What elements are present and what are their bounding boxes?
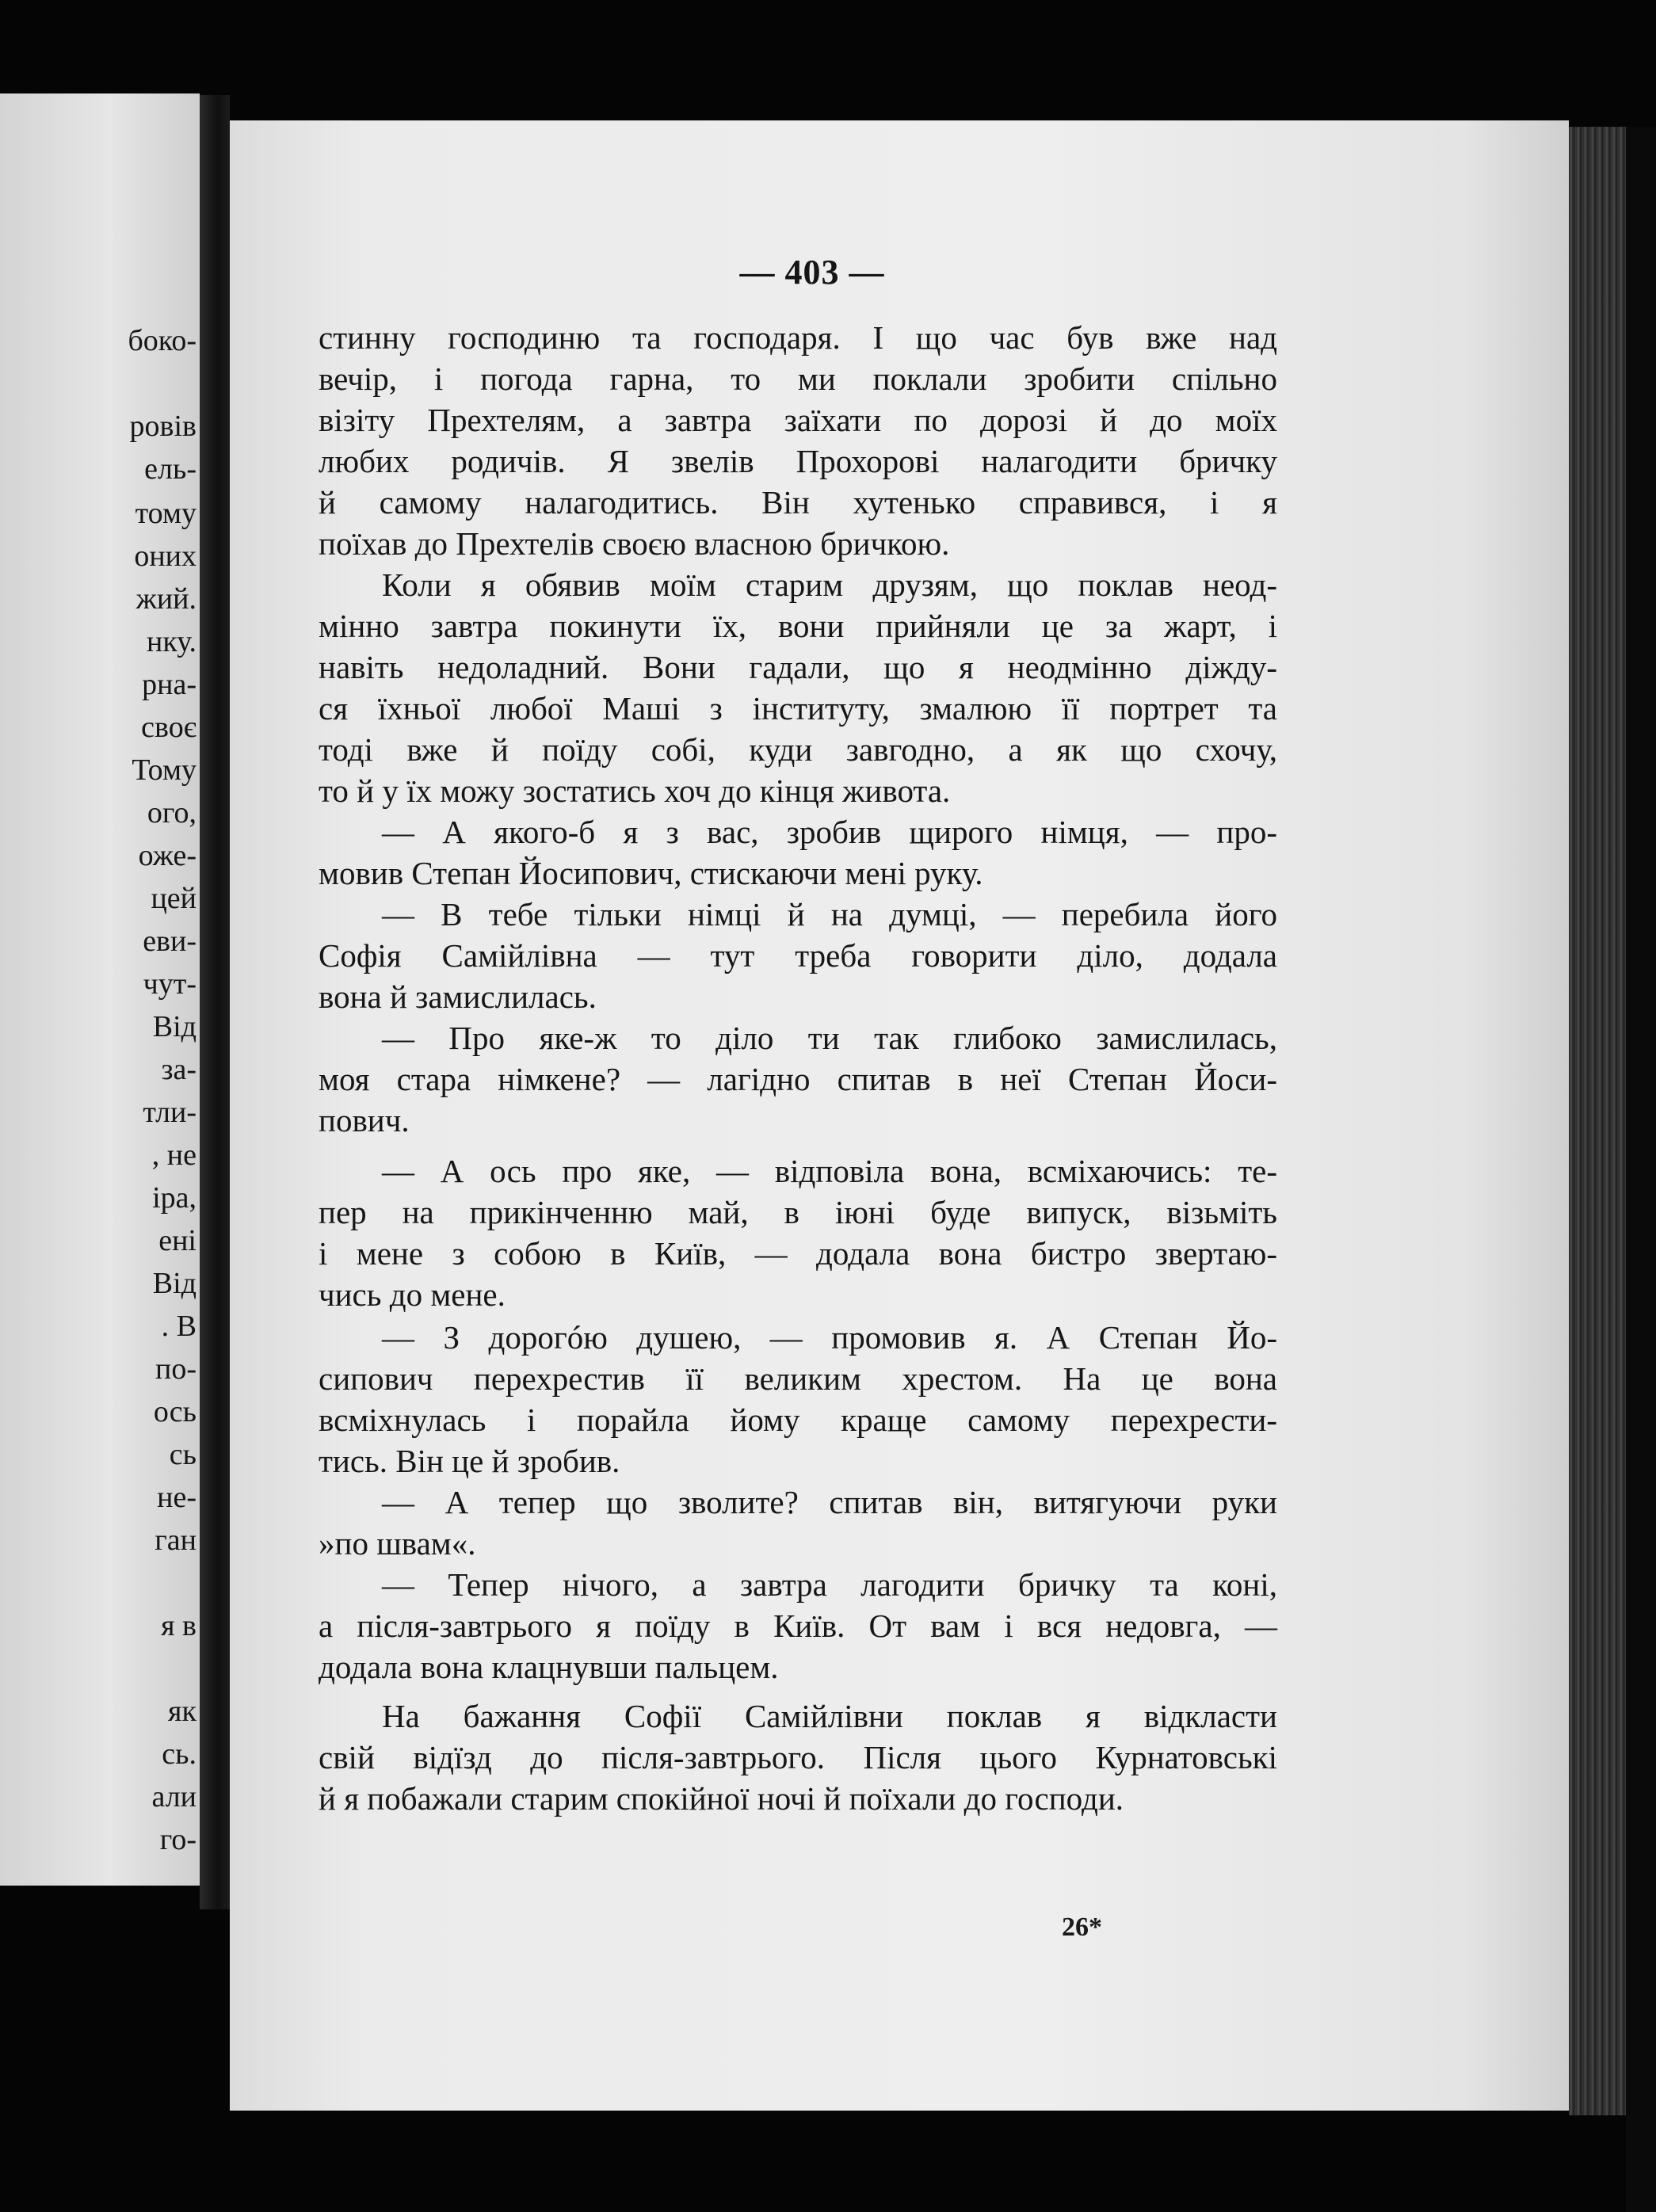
- left-page-line: тли-: [143, 1096, 197, 1129]
- text-line: любих родичів. Я звелів Прохорові налагодити бричку: [319, 443, 1277, 479]
- left-page-line: . В: [161, 1310, 197, 1343]
- left-page-line: ось: [153, 1395, 197, 1428]
- left-page-line: го-: [159, 1823, 197, 1856]
- left-page-line: Від: [152, 1267, 197, 1300]
- left-page-line: ені: [158, 1224, 197, 1257]
- left-page-line: не-: [157, 1481, 197, 1514]
- text-line: — З дорогóю душею, — промовив я. А Степан Йо-: [382, 1319, 1277, 1356]
- left-page-line: ган: [155, 1524, 197, 1557]
- text-line: пер на прикінченню май, в іюні буде випуск, візьміть: [319, 1194, 1277, 1230]
- text-line: й я побажали старим спокійної ночі й поїхали до господи.: [319, 1780, 1124, 1817]
- text-line: чись до мене.: [319, 1276, 506, 1313]
- left-page-line: я в: [161, 1609, 197, 1642]
- left-page-line: сь.: [162, 1737, 197, 1771]
- text-line: стинну господиню та господаря. І що час був вже над: [319, 319, 1277, 356]
- text-line: всміхнулась і порайла йому краще самому перехрести-: [319, 1402, 1277, 1438]
- text-line: Софія Самійлівна — тут треба говорити діло, додала: [319, 937, 1277, 974]
- left-page-line: оних: [134, 540, 197, 573]
- text-line: візіту Прехтелям, а завтра заїхати по дорозі й до моїх: [319, 402, 1277, 438]
- text-line: тись. Він це й зробив.: [319, 1443, 620, 1479]
- left-page-line: жий.: [135, 582, 197, 616]
- left-page-line: али: [151, 1780, 197, 1813]
- signature-mark: 26*: [1062, 1913, 1102, 1942]
- text-line: — А тепер що зволите? спитав він, витягуючи руки: [382, 1484, 1277, 1520]
- text-line: ся їхньої любої Маші з інституту, змалюю її портрет та: [319, 690, 1277, 727]
- text-line: — Тепер нічого, а завтра лагодити бричку та коні,: [382, 1566, 1277, 1603]
- book-page: [230, 120, 1569, 2111]
- text-line: сипович перехрестив її великим хрестом. На це вона: [319, 1360, 1277, 1397]
- text-line: тоді вже й поїду собі, куди завгодно, а як що схочу,: [319, 731, 1277, 768]
- left-page-line: ель-: [144, 452, 197, 486]
- book-gutter: [200, 95, 230, 1909]
- text-line: мовив Степан Йосипович, стискаючи мені руку.: [319, 855, 983, 891]
- text-line: свій відїзд до після-завтрього. Після цього Курнатовські: [319, 1739, 1277, 1775]
- text-line: Коли я обявив моїм старим друзям, що поклав неод-: [382, 566, 1277, 603]
- left-page-line: сь: [169, 1438, 197, 1471]
- text-line: пович.: [319, 1102, 410, 1138]
- text-line: додала вона клацнувши пальцем.: [319, 1649, 779, 1685]
- page-number: — 403 —: [739, 253, 885, 292]
- scan-border: [1626, 127, 1656, 2212]
- left-page-line: ого,: [147, 796, 197, 830]
- page-edge: [1569, 127, 1626, 2115]
- left-page-line: чут-: [143, 967, 197, 1001]
- text-line: то й у їх можу зостатись хоч до кінця живота.: [319, 772, 951, 809]
- left-page: [0, 93, 200, 1886]
- left-page-line: оже-: [138, 839, 197, 872]
- left-page-line: нку.: [147, 625, 197, 658]
- left-page-line: своє: [141, 711, 197, 744]
- left-page-line: як: [168, 1695, 197, 1728]
- text-line: поїхав до Прехтелів своєю власною бричкою.: [319, 525, 950, 562]
- left-page-line: , не: [151, 1138, 197, 1172]
- text-line: — А якого-б я з вас, зробив щирого німця, — про-: [382, 814, 1277, 850]
- left-page-line: цей: [151, 882, 197, 915]
- text-line: вона й замислилась.: [319, 978, 597, 1015]
- left-page-line: іра,: [152, 1181, 197, 1215]
- text-line: і мене з собою в Київ, — додала вона бистро звертаю-: [319, 1235, 1277, 1272]
- left-page-line: боко-: [128, 324, 197, 357]
- left-page-line: Від: [152, 1010, 197, 1043]
- text-line: — А ось про яке, — відповіла вона, всміхаючись: те-: [382, 1153, 1277, 1189]
- left-page-line: еви-: [143, 925, 197, 958]
- text-line: — Про яке-ж то діло ти так глибоко замислилась,: [382, 1020, 1277, 1056]
- text-line: мінно завтра покинути їх, вони прийняли це за жарт, і: [319, 608, 1277, 644]
- text-line: вечір, і погода гарна, то ми поклали зробити спільно: [319, 360, 1277, 397]
- left-page-line: Тому: [132, 753, 197, 787]
- left-page-line: ровів: [129, 410, 197, 443]
- text-line: »по швам«.: [319, 1525, 476, 1562]
- left-page-line: тому: [135, 497, 197, 530]
- left-page-line: по-: [155, 1352, 197, 1386]
- text-line: навіть недоладний. Вони гадали, що я неодмінно діжду-: [319, 649, 1277, 685]
- left-page-line: рна-: [142, 668, 197, 701]
- text-line: а після-завтрього я поїду в Київ. От вам і вся недовга, —: [319, 1608, 1277, 1644]
- text-line: На бажання Софії Самійлівни поклав я відкласти: [382, 1698, 1277, 1734]
- left-page-line: за-: [161, 1053, 197, 1086]
- text-line: моя стара німкене? — лагідно спитав в неї Степан Йоси-: [319, 1061, 1277, 1097]
- text-line: — В тебе тільки німці й на думці, — перебила його: [382, 896, 1277, 932]
- text-line: й самому налагодитись. Він хутенько справився, і я: [319, 484, 1277, 521]
